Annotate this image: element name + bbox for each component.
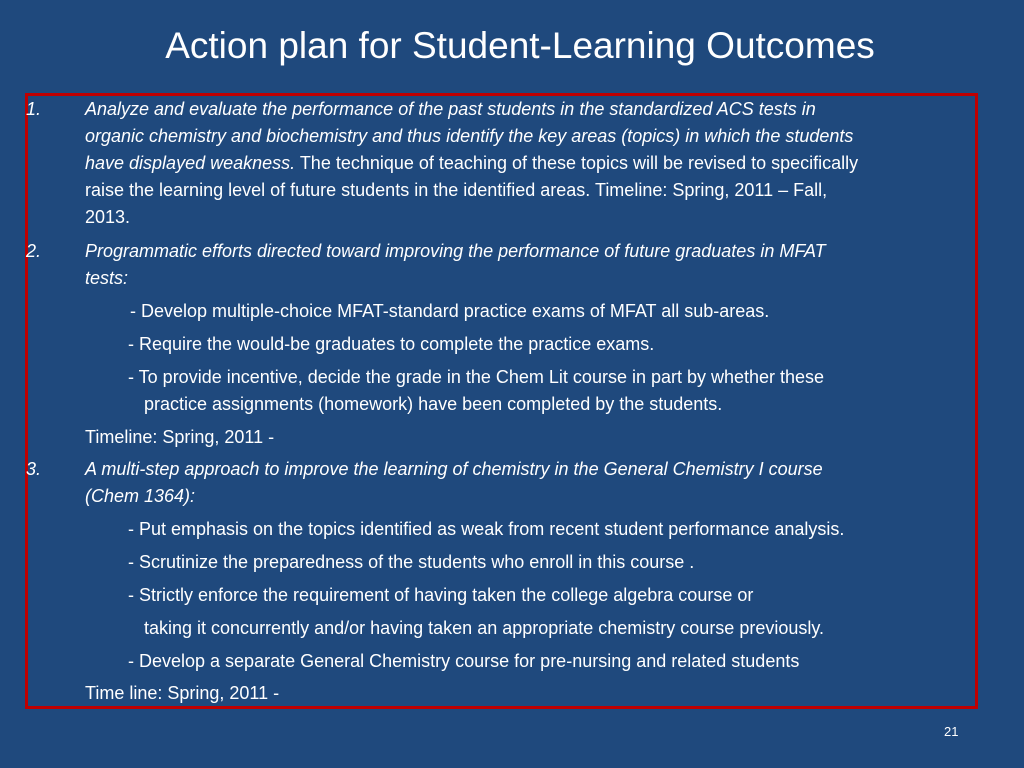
item-1-line-4: raise the learning level of future students in the identified areas. Timeline: Spring, 2011 – Fall, xyxy=(85,180,828,200)
item-2-number: 2. xyxy=(26,241,42,261)
item-2-heading-1: Programmatic efforts directed toward improving the performance of future graduates in MFAT xyxy=(85,241,826,261)
item-3-subpoint-4: - Develop a separate General Chemistry course for pre-nursing and related students xyxy=(128,651,800,671)
item-3-subpoint-2: - Scrutinize the preparedness of the students who enroll in this course . xyxy=(128,552,695,572)
item-2-subpoint-2: - Require the would-be graduates to complete the practice exams. xyxy=(128,334,655,354)
item-1-line-3-italic: have displayed weakness. xyxy=(85,153,296,173)
item-1-line-1: Analyze and evaluate the performance of the past students in the standardized ACS tests in xyxy=(85,99,816,119)
item-1-number: 1. xyxy=(26,99,42,119)
item-1-line-3 xyxy=(85,150,858,177)
item-3-heading-1: A multi-step approach to improve the learning of chemistry in the General Chemistry I course xyxy=(85,459,823,479)
item-3-subpoint-3-cont: taking it concurrently and/or having taken an appropriate chemistry course previously. xyxy=(144,618,825,638)
item-2-subpoint-3-cont: practice assignments (homework) have been completed by the students. xyxy=(144,394,723,414)
item-2-heading-2: tests: xyxy=(85,268,129,288)
page-number: 21 xyxy=(944,724,959,739)
item-3-subpoint-1: - Put emphasis on the topics identified as weak from recent student performance analysis. xyxy=(128,519,845,539)
item-3-heading-2: (Chem 1364): xyxy=(85,486,196,506)
slide-title: Action plan for Student-Learning Outcomes xyxy=(165,25,875,66)
item-1-line-2: organic chemistry and biochemistry and thus identify the key areas (topics) in which the students xyxy=(85,126,854,146)
item-3-number: 3. xyxy=(26,459,42,479)
item-3-timeline: Time line: Spring, 2011 - xyxy=(85,683,280,703)
item-3-subpoint-3: - Strictly enforce the requirement of having taken the college algebra course or xyxy=(128,585,754,605)
item-2-timeline: Timeline: Spring, 2011 - xyxy=(85,427,275,447)
item-2-subpoint-1: - Develop multiple-choice MFAT-standard practice exams of MFAT all sub-areas. xyxy=(130,301,770,321)
item-1-line-3-regular: The technique of teaching of these topics will be revised to specifically xyxy=(295,153,859,173)
item-2-subpoint-3: - To provide incentive, decide the grade in the Chem Lit course in part by whether these xyxy=(128,367,825,387)
item-1-line-5: 2013. xyxy=(85,207,131,227)
